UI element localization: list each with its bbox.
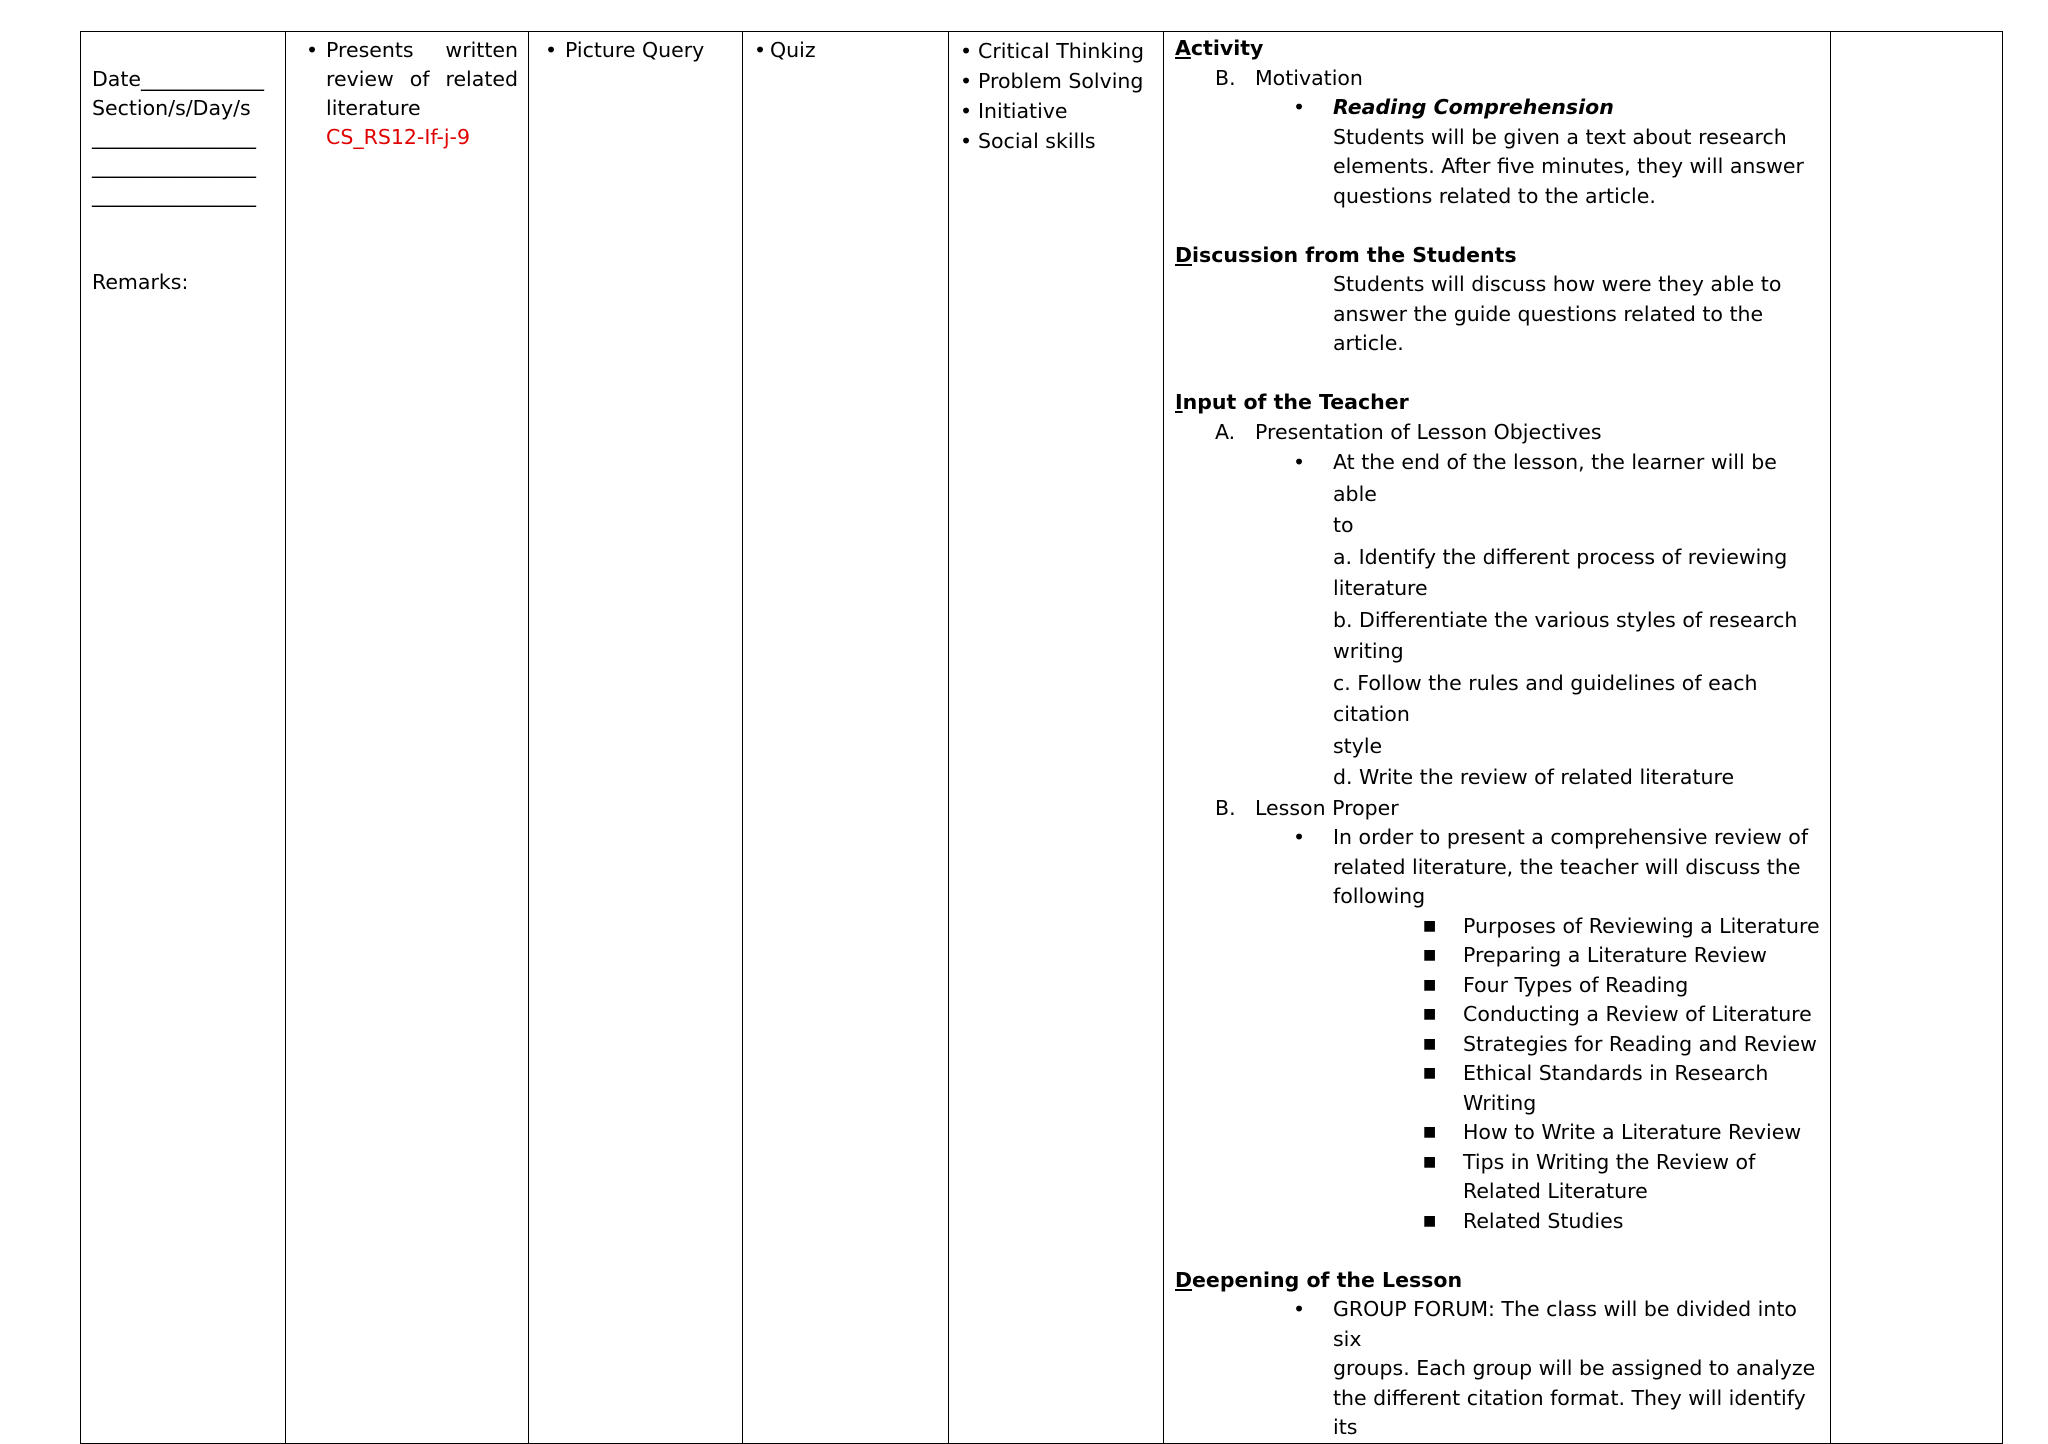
table-row — [81, 32, 2003, 1444]
skill-text: Problem Solving — [978, 69, 1144, 93]
topic-item: ■ Conducting a Review of Literature — [1175, 1000, 1820, 1030]
objective-text: d. Write the review of related literature — [1333, 765, 1735, 789]
date-line: Date____________ — [92, 67, 264, 91]
lesson-proper-item: B. Lesson Proper — [1215, 795, 1399, 820]
competency-word: of — [409, 67, 430, 91]
reading-comprehension-title: Reading Comprehension — [1333, 95, 1614, 119]
discussion-heading: Discussion from the Students — [1175, 242, 1517, 267]
reading-text: Students will be given a text about research — [1333, 124, 1787, 149]
square-bullet-icon: ■ — [1423, 917, 1437, 934]
list-item — [960, 96, 1153, 126]
objectives-item: A. Presentation of Lesson Objectives — [1215, 419, 1602, 444]
objective-text: At the end of the lesson, the learner will be able — [1333, 450, 1777, 506]
list-item — [754, 36, 938, 66]
square-bullet-icon: ■ — [1423, 1153, 1437, 1170]
square-bullet-icon: ■ — [1423, 1065, 1437, 1081]
objective-text: writing — [1333, 639, 1404, 663]
list-item — [1175, 823, 1820, 853]
competency-word: Presents — [326, 38, 414, 62]
square-bullet-icon: ■ — [1423, 1124, 1437, 1140]
topic-item: ■ Preparing a Literature Review — [1175, 941, 1820, 971]
list-item — [545, 36, 732, 66]
list-item — [960, 36, 1153, 66]
bullet-icon: • — [1293, 450, 1306, 474]
lesson-proper-text: related literature, the teacher will discuss the — [1333, 854, 1801, 879]
skills-cell — [949, 32, 1164, 1444]
objective-text: c. Follow the rules and guidelines of each citation — [1333, 670, 1758, 726]
motivation-item: B. Motivation — [1215, 65, 1363, 90]
competency-cell — [286, 32, 529, 1444]
list-item — [1175, 447, 1820, 510]
square-bullet-icon: ■ — [1423, 1212, 1437, 1229]
procedure-cell — [1164, 32, 1831, 1444]
bullet-icon: • — [1293, 825, 1306, 849]
list-item — [960, 126, 1153, 156]
bullet-icon: • — [545, 38, 558, 62]
bullet-icon: • — [960, 39, 973, 63]
bullet-icon: • — [1293, 95, 1306, 119]
skill-text: Critical Thinking — [978, 39, 1144, 63]
bullet-icon: • — [1293, 1297, 1306, 1321]
group-forum-text: the different citation format. They will identify its — [1333, 1385, 1806, 1439]
square-bullet-icon: ■ — [1423, 976, 1437, 993]
list-item — [1175, 93, 1820, 123]
discussion-text: Students will discuss how were they able to — [1333, 272, 1782, 296]
square-bullet-icon: ■ — [1423, 947, 1437, 963]
blank-line: ________________ — [92, 125, 256, 149]
quiz-text: Quiz — [770, 38, 816, 62]
deepening-heading: Deepening of the Lesson — [1175, 1267, 1463, 1292]
assessment-cell — [529, 32, 743, 1444]
remarks-label: Remarks: — [92, 270, 189, 294]
competency-word: literature — [326, 96, 421, 120]
competency-word: related — [445, 67, 518, 91]
topic-item: ■ Ethical Standards in Research Writing — [1175, 1059, 1820, 1118]
blank-line: ________________ — [92, 154, 256, 178]
section-line: Section/s/Day/s — [92, 96, 251, 120]
topic-item: ■ How to Write a Literature Review — [1175, 1118, 1820, 1148]
skill-text: Initiative — [978, 99, 1068, 123]
topic-item: ■ Related Studies — [1175, 1207, 1820, 1237]
list-item — [960, 66, 1153, 96]
bullet-icon: • — [754, 38, 767, 62]
objective-text: to — [1333, 513, 1354, 537]
competency-bullet — [306, 36, 518, 152]
objective-text: b. Differentiate the various styles of research — [1333, 607, 1798, 632]
empty-cell — [1831, 32, 2003, 1444]
competency-code: CS_RS12-If-j-9 — [326, 125, 470, 149]
group-forum-text: groups. Each group will be assigned to analyze — [1333, 1356, 1816, 1380]
competency-word: written — [445, 38, 518, 62]
skill-text: Social skills — [978, 129, 1096, 153]
group-forum-text: GROUP FORUM: The class will be divided into six — [1333, 1297, 1797, 1351]
bullet-icon: • — [306, 38, 319, 62]
bullet-icon: • — [960, 69, 973, 93]
competency-word: review — [326, 67, 394, 91]
activity-heading: Activity — [1175, 36, 1264, 60]
bullet-icon: • — [960, 129, 973, 153]
reading-text: questions related to the article. — [1333, 183, 1656, 208]
topic-item: ■ Four Types of Reading — [1175, 971, 1820, 1001]
topic-item: ■ Strategies for Reading and Review — [1175, 1030, 1820, 1060]
objective-text: a. Identify the different process of reviewing — [1333, 544, 1788, 569]
quiz-cell — [743, 32, 949, 1444]
reading-text: elements. After five minutes, they will answer — [1333, 154, 1804, 178]
discussion-text: answer the guide questions related to the article. — [1333, 301, 1764, 355]
picture-query-text: Picture Query — [565, 38, 705, 62]
list-item — [1175, 1295, 1820, 1354]
bullet-icon: • — [960, 99, 973, 123]
square-bullet-icon: ■ — [1423, 1035, 1437, 1052]
blank-line: ________________ — [92, 183, 256, 207]
lesson-proper-text: In order to present a comprehensive review of — [1333, 825, 1809, 849]
topic-item: ■ Tips in Writing the Review of Related Literature — [1175, 1148, 1820, 1207]
objective-text: literature — [1333, 576, 1428, 600]
topic-item: ■ Purposes of Reviewing a Literature — [1175, 912, 1820, 942]
lesson-proper-text: following — [1333, 884, 1426, 908]
date-section-cell — [81, 32, 286, 1444]
input-heading: Input of the Teacher — [1175, 390, 1409, 414]
square-bullet-icon: ■ — [1423, 1006, 1437, 1022]
objective-text: style — [1333, 733, 1383, 758]
lesson-plan-table — [80, 31, 2003, 1444]
